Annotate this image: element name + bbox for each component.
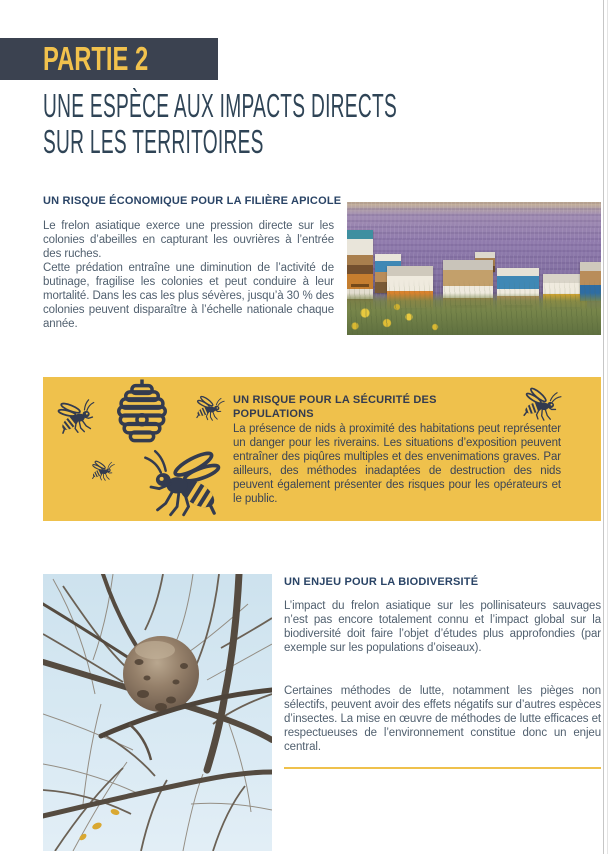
hornet-icon-large <box>141 443 223 518</box>
apicole-paragraph-2: Cette prédation entraîne une diminution de l’activité de butinage, fragilise les colonies et peut conduire à leur mortalité. Dans les cas les plus sévères, jusqu’à 30 % des colonies peuvent disparaître à l’échelle nationale chaque année. <box>43 262 334 330</box>
part-label: PARTIE 2 <box>43 40 149 77</box>
section-heading-apicole: UN RISQUE ÉCONOMIQUE POUR LA FILIÈRE APICOLE <box>43 195 342 207</box>
biodiversite-paragraph-1: L’impact du frelon asiatique sur les pollinisateurs sauvages n’est pas encore totalement connu et l’impact global sur la biodiversité doit faire l’objet d’études plus approfondies (par exemple sur les populations d’oiseaux). <box>284 600 601 654</box>
skep-beehive-icon <box>111 376 173 448</box>
hornet-icon <box>193 392 226 423</box>
hornet-icon-small <box>90 458 116 482</box>
beehives-lavender-photo <box>347 202 601 335</box>
part-banner <box>0 38 218 80</box>
page-title-line1: UNE ESPÈCE AUX IMPACTS DIRECTS <box>43 87 397 124</box>
section-heading-biodiversite: UN ENJEU POUR LA BIODIVERSITÉ <box>284 576 479 588</box>
biodiversite-paragraph-2: Certaines méthodes de lutte, notamment les pièges non sélectifs, peuvent avoir des effets négatifs sur d’autres espèces d’insectes. La mise en œuvre de méthodes de lutte efficaces et respectueuses de l’environnement constitue donc un enjeu central. <box>284 685 601 753</box>
security-callout <box>43 377 601 521</box>
yellow-leaves <box>78 808 120 842</box>
nest-in-tree-illustration <box>43 574 272 851</box>
section-body-securite: La présence de nids à proximité des habitations peut représenter un danger pour les riverains. Les situations d’exposition peuvent entraîner des piqûres multiples et des envenimations graves. Par ailleurs, des méthodes inadaptées de destruction des nids peuvent également présenter des risques pour les opérateurs et le public. <box>233 423 561 505</box>
hornet-nest-photo <box>43 574 272 851</box>
section-body-apicole <box>43 219 334 331</box>
yellow-divider-line <box>284 767 601 769</box>
page-title <box>43 88 610 160</box>
hornet-icon <box>55 395 99 436</box>
section-heading-securite: UN RISQUE POUR LA SÉCURITÉ DES POPULATIONS <box>233 394 437 420</box>
hornet-icon <box>520 382 564 424</box>
apicole-paragraph-1: Le frelon asiatique exerce une pression directe sur les colonies d’abeilles en capturant les ouvrières à l’entrée des ruches. <box>43 220 334 260</box>
page-title-line2: SUR LES TERRITOIRES <box>43 123 264 160</box>
grass-blades <box>347 279 601 335</box>
